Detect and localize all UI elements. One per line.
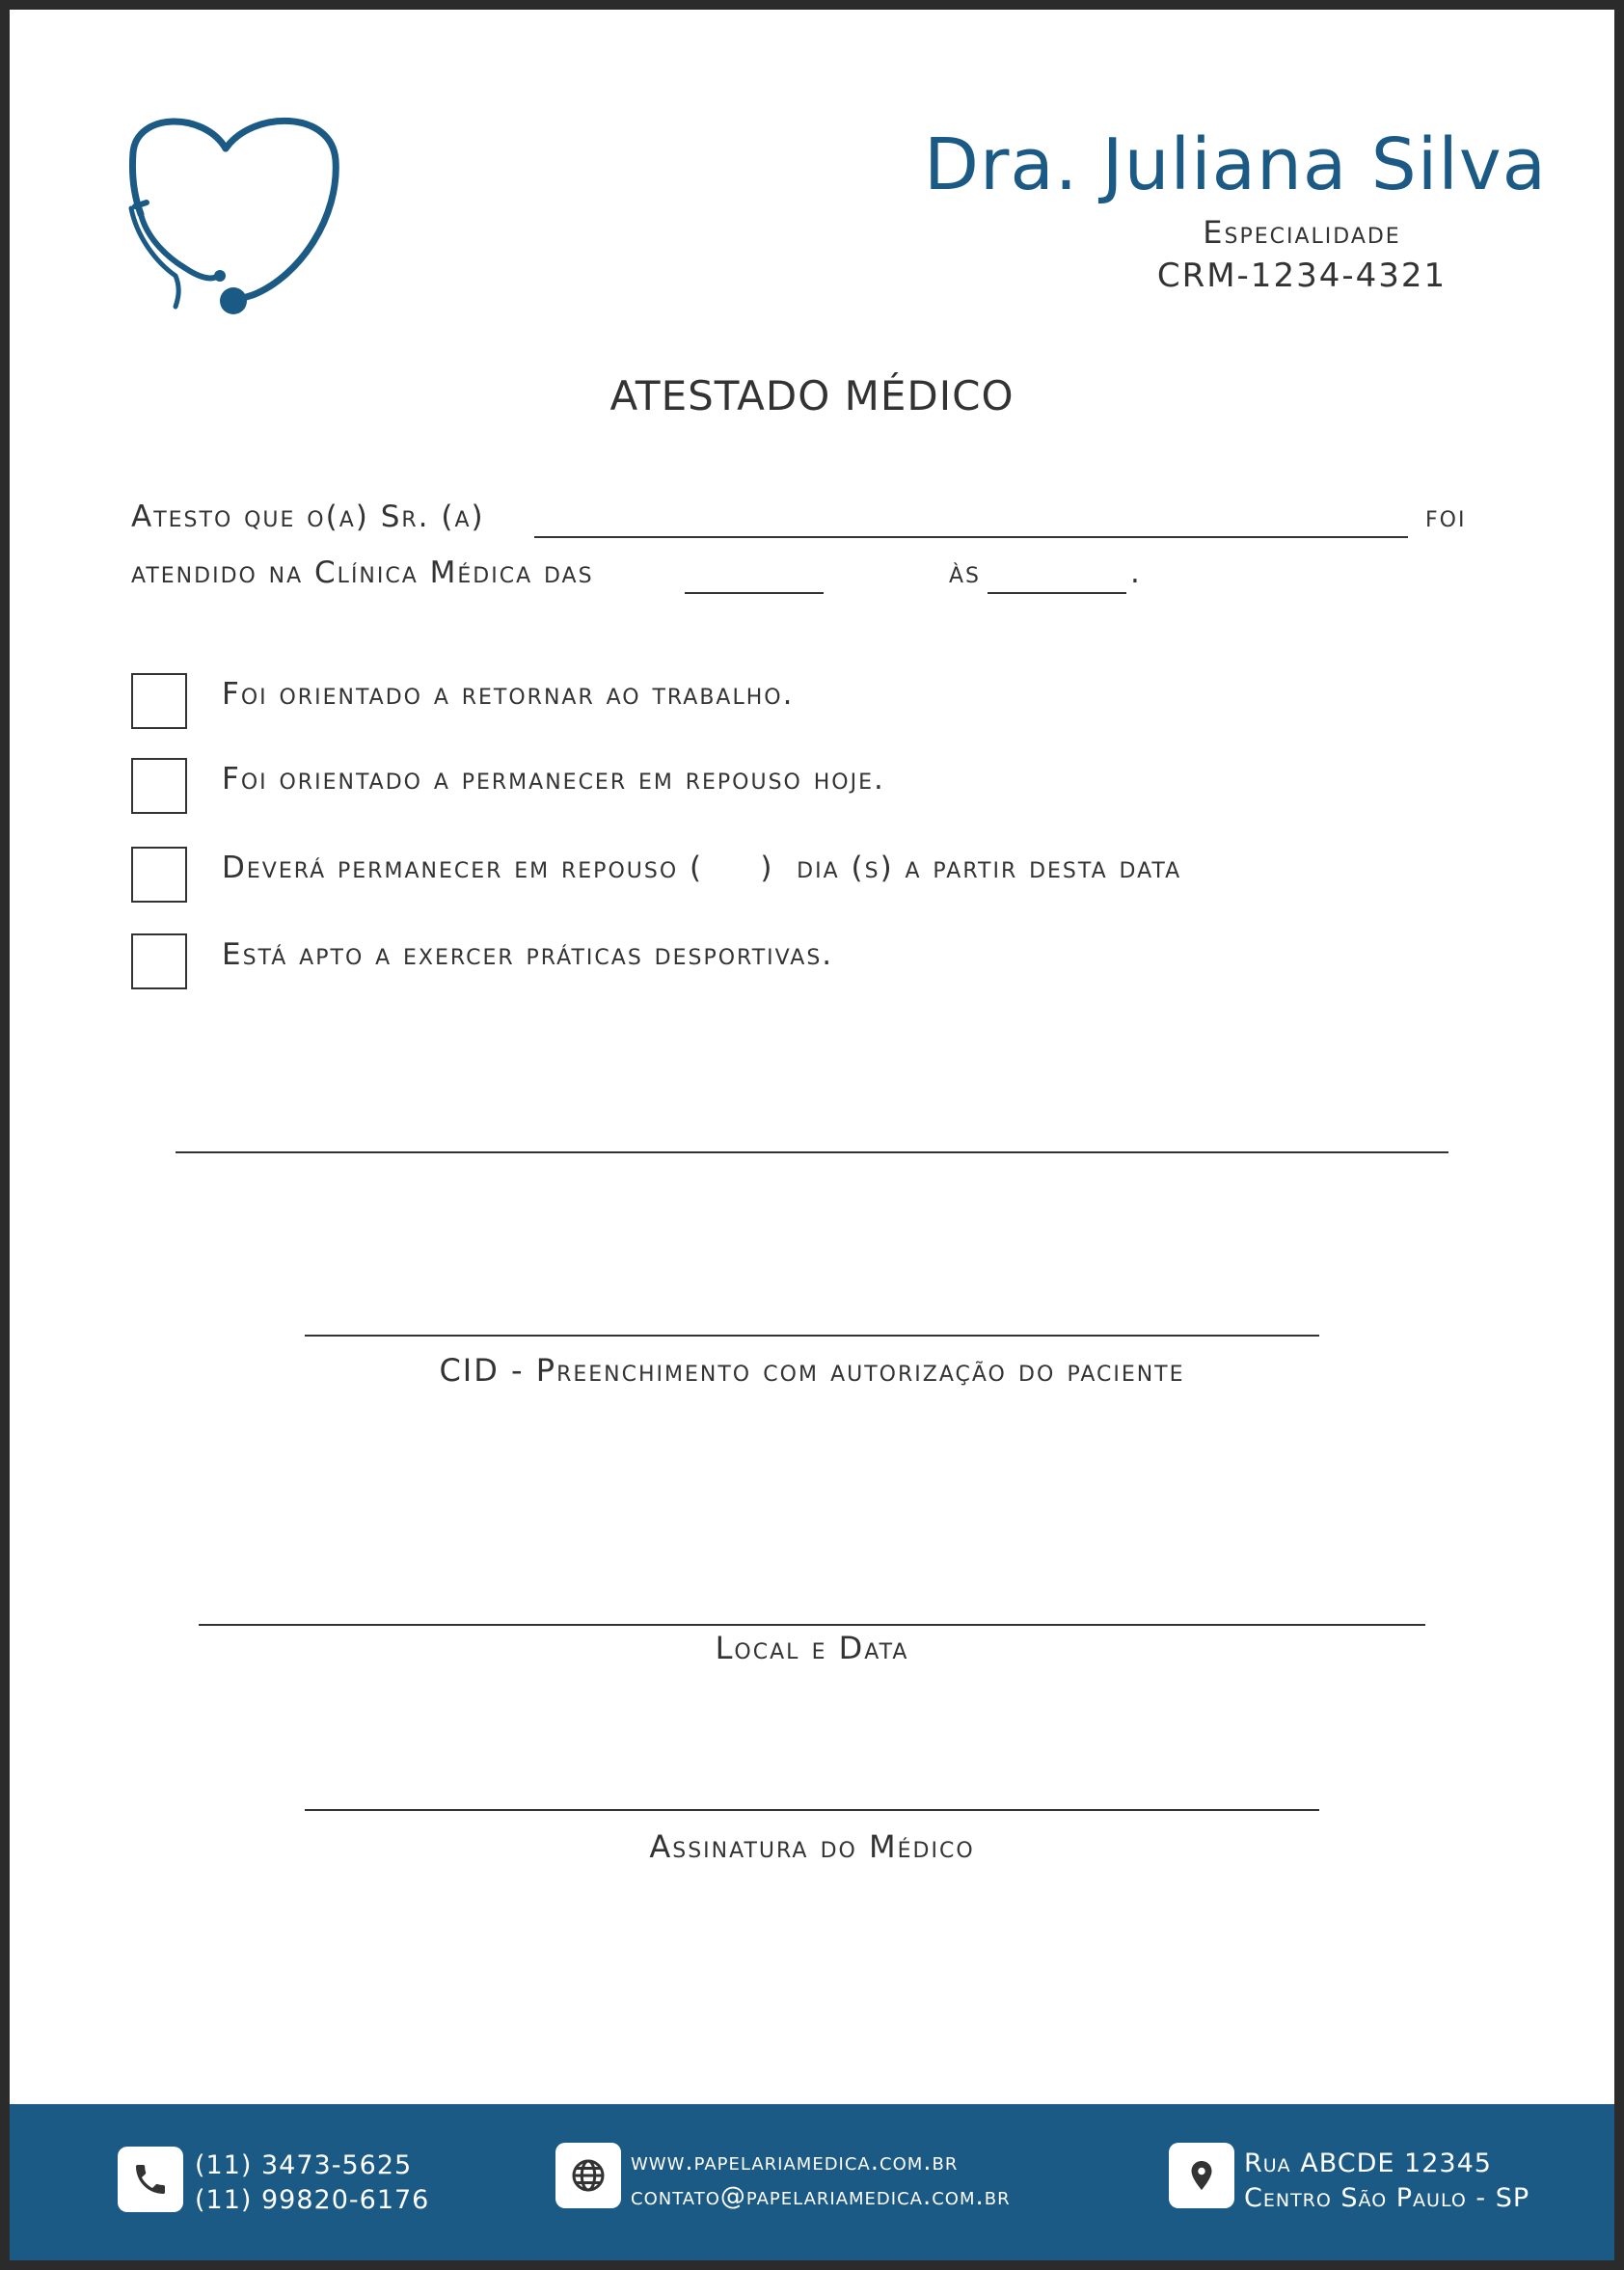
option-checkbox[interactable]: [131, 847, 187, 903]
option-label: Foi orientado a permanecer em repouso hoje.: [222, 762, 885, 797]
doctor-name: Dra. Juliana Silva: [924, 123, 1547, 206]
phone-icon: [118, 2147, 183, 2212]
address: [1244, 2147, 1529, 2216]
email[interactable]: contato@papelariamedica.com.br: [631, 2182, 1011, 2211]
address-line-1: Rua ABCDE 12345: [1244, 2148, 1492, 2178]
globe-icon: [555, 2143, 621, 2208]
option-label: Está apto a exercer práticas desportivas.: [222, 937, 834, 972]
signature-line[interactable]: [305, 1809, 1319, 1811]
location-pin-icon: [1169, 2143, 1234, 2208]
address-line-2: Centro São Paulo - SP: [1244, 2183, 1530, 2213]
option-label: Foi orientado a retornar ao trabalho.: [222, 677, 795, 712]
option-checkbox[interactable]: [131, 933, 187, 989]
phone-1: (11) 3473-5625: [195, 2150, 413, 2180]
cid-line[interactable]: [305, 1335, 1319, 1337]
attended-prefix: atendido na Clínica Médica das: [131, 555, 594, 590]
patient-name-field[interactable]: [534, 536, 1408, 538]
heart-stethoscope-icon: [118, 102, 349, 334]
attended-middle: às: [949, 555, 982, 590]
website[interactable]: www.papelariamedica.com.br: [631, 2148, 959, 2176]
certificate-page: [10, 10, 1614, 2260]
local-date-line[interactable]: [199, 1624, 1425, 1626]
option-sports: [131, 933, 1481, 995]
time-line: [131, 548, 1481, 606]
option-return-work: [131, 673, 1481, 735]
crm-number: CRM-1234-4321: [1156, 257, 1448, 295]
attest-prefix: Atesto que o(a) Sr. (a): [131, 500, 485, 534]
phone-numbers: [195, 2148, 429, 2218]
attended-end: .: [1130, 555, 1140, 590]
cid-label: CID - Preenchimento com autorização do paciente: [439, 1352, 1185, 1389]
option-label: Deverá permanecer em repouso ( ) dia (s) a partir desta data: [222, 851, 1182, 885]
option-checkbox[interactable]: [131, 673, 187, 729]
footer: [10, 2104, 1614, 2260]
option-rest-days: [131, 847, 1481, 908]
web-contacts: [631, 2145, 1011, 2214]
notes-line[interactable]: [176, 1151, 1448, 1153]
option-rest-today: [131, 758, 1481, 820]
patient-line: [131, 492, 1481, 550]
attest-suffix: foi: [1425, 500, 1467, 534]
specialty: Especialidade: [1203, 214, 1401, 251]
signature-label: Assinatura do Médico: [649, 1828, 975, 1865]
document-title: ATESTADO MÉDICO: [609, 372, 1015, 419]
end-time-field[interactable]: [988, 592, 1126, 594]
start-time-field[interactable]: [685, 592, 824, 594]
option-checkbox[interactable]: [131, 758, 187, 814]
local-date-label: Local e Data: [715, 1630, 909, 1666]
phone-2: (11) 99820-6176: [195, 2185, 430, 2215]
